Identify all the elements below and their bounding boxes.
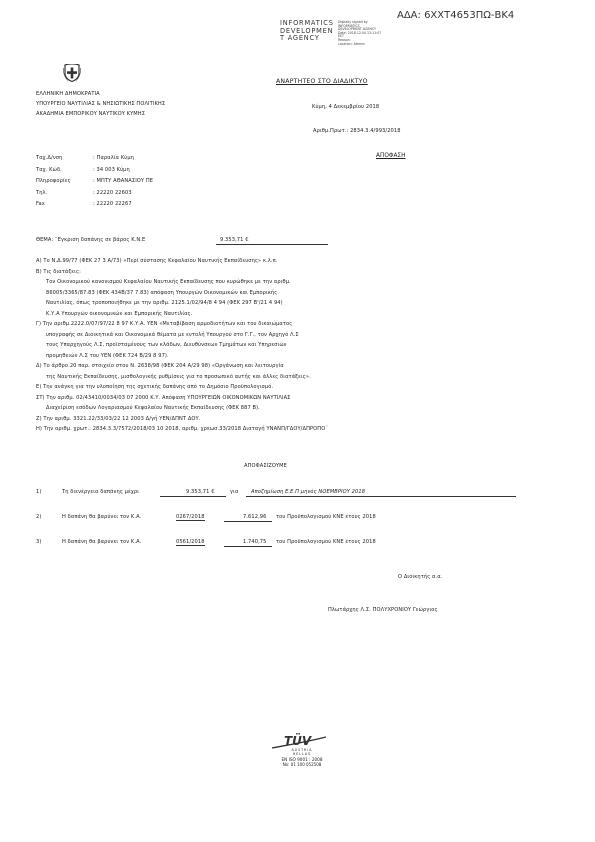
item-3-number: 3)	[36, 539, 42, 545]
recital-line: υπογραφής σε Διοικητικά και Οικονομικά θέματα με εντολή Υπουργού στο Γ.Γ., τον Αρχηγό Λ.Σ	[46, 331, 299, 338]
contact-row: Τηλ. : 22220 22603	[36, 189, 132, 196]
recital-line: Γ) Την αριθμ.2222.0/07/97/22 8 97 Κ.Υ.Α. ΥΕΝ «Μεταβίβαση αρμοδιοτήτων και του δικαιώματος	[36, 321, 293, 327]
contact-block	[36, 153, 153, 211]
iso-standard: EN ISO 9001 : 2008	[281, 757, 323, 763]
contact-row: Ταχ.Δ/νση : Παραλία Κύμη	[36, 155, 134, 161]
recital-line: Τον Οικονομικού κανονισμού Κεφαλαίου Ναυτικής Εκπαίδευσης που κυρώθηκε με την αριθμ.	[46, 279, 291, 285]
item-2-amount-underline	[224, 521, 272, 522]
subject-underline	[216, 244, 328, 245]
signature-title: Ο Διοικητής α.α.	[398, 574, 443, 580]
subject-label: ΘΕΜΑ: ¨Εγκριση δαπάνης σε βάρος Κ.Ν.Ε	[36, 237, 146, 243]
item-2-tail: του Προϋπολογισμού ΚΝΕ έτους 2018	[276, 514, 376, 520]
item-3-amount: 1.740,75	[243, 539, 267, 545]
contact-row: Ταχ. Κώδ. : 34 003 Κύμη	[36, 166, 130, 173]
recital-line: ΣΤ) Την αριθμ. 02/43410/0034/03 07 2000 Κ.Υ. Απόφαση ΥΠΟΥΡΓΕΙΩΝ ΟΙΚΟΝΟΜΙΚΩΝ ΝΑΥΤΙΛΙΑΣ	[36, 394, 291, 401]
watermark-big-text: INFORMATICS DEVELOPMEN T AGENCY	[280, 19, 334, 43]
ministry-header: ΕΛΛΗΝΙΚΗ ΔΗΜΟΚΡΑΤΙΑ ΥΠΟΥΡΓΕΙΟ ΝΑΥΤΙΛΙΑΣ & ΝΗΣΙΩΤΙΚΗΣ ΠΟΛΙΤΙΚΗΣ ΑΚΑΔΗΜΙΑ ΕΜΠΟΡΙΚΟΥ ΝΑΥΤΙΚΟΥ ΚΥΜΗΣ	[36, 91, 166, 117]
recital-line: Ζ) Την αριθμ. 3321.22/33/03/22 12 2003 Δ/γή ΥΕΝ/ΔΠΝΤ ΔΟΥ.	[36, 415, 201, 422]
item-3-tail: του Προϋπολογισμού ΚΝΕ έτους 2018	[276, 539, 376, 545]
recital-line: Α) Το Ν.Δ.99/77 (ΦΕΚ 27 3 Α/73) «Περί σύστασης Κεφαλαίου Ναυτικής Εκπαίδευσης» κ.λ.π.	[36, 258, 278, 264]
tuv-logo-text: TÜV	[284, 734, 312, 748]
watermark-small-text: Digitally signed by INFORMATICS DEVELOPMENT AGENCY Date: 2018.12.04 13:11:07 EET Reason: Location: Athens	[338, 20, 382, 46]
signatory-name: Πλωτάρχης Λ.Σ. ΠΟΛΥΧΡΟΝΙΟΥ Γεώργιος	[328, 607, 438, 613]
recitals	[36, 256, 328, 435]
signature-watermark	[280, 19, 382, 46]
item-1-description-underline	[246, 496, 516, 497]
we-decide-heading: ΑΠΟΦΑΣΙΖΟΥΜΕ	[244, 463, 287, 469]
subject-amount: 9.353,71 €	[220, 237, 249, 243]
item-2-amount: 7.612,96	[243, 514, 267, 520]
item-1-for: για	[230, 489, 239, 495]
ada-code: ΑΔΑ: 6ΧΧΤ4653ΠΩ-ΒΚ4	[397, 10, 515, 21]
tuv-logo-subtitle: AUSTRIA HELLAS	[291, 748, 313, 756]
item-1-amount: 9.353,71 €	[186, 489, 215, 495]
post-online-title: ΑΝΑΡΤΗΤΕΟ ΣΤΟ ΔΙΑΔΙΚΤΥΟ	[276, 78, 368, 85]
tuv-certification-logo	[262, 735, 342, 767]
place-date: Κύμη, 4 Δεκεμβρίου 2018	[312, 104, 380, 110]
recital-line: Ναυτιλίας, όπως τροποποιήθηκε με την αριθμ. 2125.1/02/94/8 4 94 (ΦΕΚ 297 Β'/21 4 94)	[46, 300, 283, 306]
recital-line: προμηθειών Λ.Σ του ΥΕΝ (ΦΕΚ 724 Β/29 8 97).	[46, 352, 169, 359]
recital-line: τους Υπαρχηγούς Λ.Σ, προϊσταμένους των κλάδων, Διευθύνσεων Τμημάτων και Υπηρεσιών	[46, 342, 287, 348]
item-1-number: 1)	[36, 489, 42, 495]
contact-row: Πληροφορίες : ΜΠΤΥ ΑΘΑΝΑΣΙΟΥ ΠΕ	[36, 178, 154, 184]
protocol-number: Αριθμ.Πρωτ.: 2834.3.4/993/2018	[313, 128, 401, 134]
coat-of-arms-icon	[63, 64, 81, 86]
item-1-amount-underline	[160, 496, 226, 497]
contact-row: Fax : 22220 22267	[36, 201, 132, 207]
item-3-text: Η δαπάνη θα βαρύνει τον Κ.Α.	[62, 539, 142, 545]
recital-line: Διαχείριση εσόδων Λογαριασμού Κεφαλαίου Ναυτικής Εκπαίδευσης (ΦΕΚ 887 Β).	[46, 405, 260, 411]
recital-line: της Ναυτικής Εκπαίδευσης, μισθολογικής ρυθμίσεις για το προσωπικό αυτής και άλλες διατάξεις».	[46, 373, 311, 380]
item-3-code: 0561/2018	[176, 539, 205, 545]
recital-line: Ε) Την ανάγκη για την υλοποίηση της σχετικής δαπάνης από το Δημόσιο Προϋπολογισμό.	[36, 384, 274, 390]
recital-line: Δ) Το άρθρο 20 παρ. στοιχείο στου Ν. 2638/98 (ΦΕΚ 204 Α/29 98) «Οργάνωση και λειτουργία	[36, 363, 284, 369]
recital-line: Β) Τις διατάξεις:	[36, 268, 81, 275]
item-2-code: 0267/2018	[176, 514, 205, 520]
item-1-text: Τη διενέργεια δαπάνης μέχρι	[62, 489, 140, 495]
recital-line: Η) Την αριθμ. χρωτ.: 2834.3.3/7572/2018/03 10 2018, αριθμ. χρεωσ.33/2018 Διαταγή ΥΝΑΝΠ/ΓΔΟΥ/ΔΠΡΟΠΟ΄	[36, 426, 328, 432]
item-2-number: 2)	[36, 514, 42, 520]
item-2-text: Η δαπάνη θα βαρύνει τον Κ.Α.	[62, 514, 142, 520]
item-1-description: Αποζημίωση Ε.Ε.Π μηνός ΝΟΕΜΒΡΙΟΥ 2018	[251, 489, 366, 495]
decision-title: ΑΠΟΦΑΣΗ	[376, 153, 406, 159]
item-3-amount-underline	[224, 546, 272, 547]
recital-line: 86005/3365/87.83 (ΦΕΚ 434Β/37 7.83) απόφαση Υπουργών Οικονομικών και Εμπορικής	[46, 289, 278, 296]
recital-line: Κ.Υ.Α Υπουργών οικονομικών και Εμπορικής Ναυτιλίας.	[46, 310, 193, 317]
certificate-number: No: 01 100 052508	[282, 762, 322, 768]
